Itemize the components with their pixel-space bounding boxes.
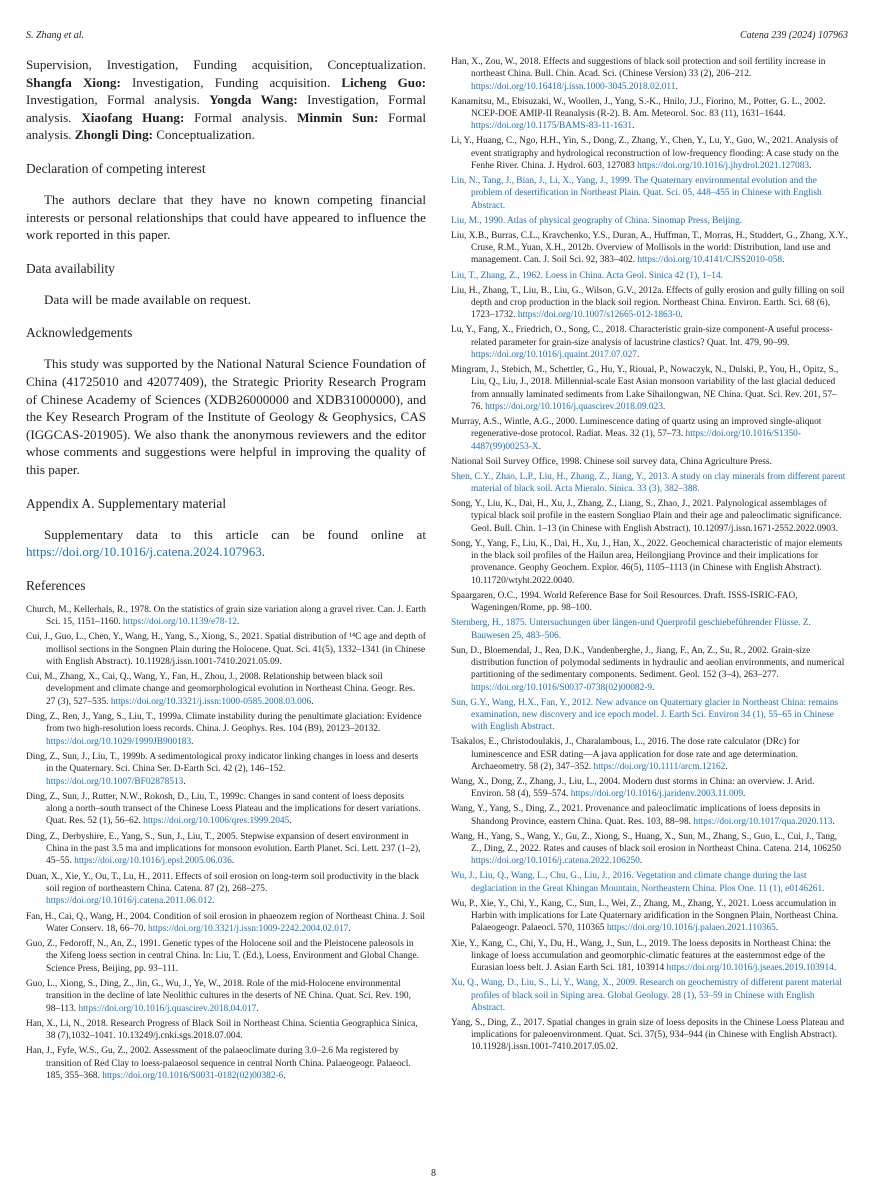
doi-link[interactable]: https://doi.org/10.3321/j.issn:1009-2242.2004.02.017 bbox=[148, 923, 349, 934]
reference-entry: Yang, S., Ding, Z., 2017. Spatial changes in grain size of loess deposits in the Chinese Loess Plateau and implications for paleoenvironment. Quat. Sci. 37(5), 934–944 (in Chinese with English Abstract). 10.11928/j.issn.1001-7410.2017.05.02. bbox=[451, 1017, 845, 1053]
header-authors: S. Zhang et al. bbox=[26, 30, 85, 41]
reference-entry: Xie, Y., Kang, C., Chi, Y., Du, H., Wang, J., Sun, L., 2019. The loess deposits in Northeast China: the linkage of loess accumulation and geomorphic-climatic features at the easternmost edge of the Eurasian loess belt. J. Asian Earth Sci. 181, 103914 https://doi.org/10.1016/j.jseaes.2019.103914. bbox=[451, 938, 837, 974]
reference-entry: National Soil Survey Office, 1998. Chinese soil survey data, China Agriculture Press. bbox=[451, 456, 772, 467]
page-number: 8 bbox=[431, 1168, 436, 1179]
doi-link[interactable]: https://doi.org/10.1139/e78-12 bbox=[122, 616, 237, 627]
reference-entry: Wang, H., Yang, S., Wang, Y., Gu, Z., Xiong, S., Huang, X., Sun, M., Zhang, S., Guo, L., Cui, J., Tang, Z., Ding, Z., 2022. Rates and causes of black soil erosion in Northeast China. Catena. 214, 106250 https://doi.org/10.1016/j.catena.2022.106250. bbox=[451, 831, 841, 867]
doi-link[interactable]: https://doi.org/10.1016/j.jaridenv.2003.11.009 bbox=[570, 789, 744, 800]
doi-link[interactable]: https://doi.org/10.1006/qres.1999.2045 bbox=[143, 816, 290, 827]
references-list-right bbox=[451, 56, 848, 1057]
doi-link[interactable]: https://doi.org/10.1007/BF02878513 bbox=[46, 776, 184, 787]
reference-entry: Lu, Y., Fang, X., Friedrich, O., Song, C., 2018. Characteristic grain-size component-A useful process-related parameter for grain-size analysis of lacustrine clastics? Quat. Int. 479, 90–99. https://doi.org/10.1016/j.quaint.2017.07.027. bbox=[451, 325, 833, 360]
doi-link[interactable]: https://doi.org/10.1175/BAMS-83-11-1631 bbox=[471, 121, 633, 132]
reference-entry: Ding, Z., Derbyshire, E., Yang, S., Sun, J., Liu, T., 2005. Stepwise expansion of desert environment in China in the past 3.5 ma and implications for monsoon evolution. Earth Planet. Sci. Lett. 237 (1–2), 45–55. https://doi.org/10.1016/j.epsl.2005.06.036. bbox=[26, 831, 421, 867]
doi-link[interactable]: https://doi.org/10.1016/S0037-0738(02)00082-9 bbox=[471, 682, 653, 693]
running-header bbox=[26, 30, 848, 44]
reference-entry: Murray, A.S., Wintle, A.G., 2000. Luminescence dating of quartz using an improved single-aliquot regenerative-dose protocol. Radiat. Meas. 32 (1), 57–73. https://doi.org/10.1016/S1350-4487(99)00253-X. bbox=[451, 416, 822, 452]
reference-entry: Guo, L., Xiong, S., Ding, Z., Jin, G., Wu, J., Ye, W., 2018. Role of the mid-Holocene environmental transition in the decline of late Neolithic cultures in the deserts of NE China. Quat. Sci. Rev. 190, 98–113. https://doi.org/10.1016/j.quascirev.2018.04.017. bbox=[26, 979, 411, 1014]
doi-link[interactable]: https://doi.org/10.1016/S0031-0182(02)00382-6 bbox=[102, 1071, 284, 1082]
doi-link[interactable]: https://doi.org/10.1016/j.catena.2011.06.012 bbox=[46, 896, 213, 907]
reference-entry: Sun, D., Bloemendal, J., Rea, D.K., Vandenberghe, J., Jiang, F., An, Z., Su, R., 2002. Grain-size distribution function of polymodal sediments in hydraulic and aeolian environments, and numerical partitioning of the sedimentary components. Sediment. Geol. 152 (3–4), 263–277. https://doi.org/10.1016/S0037-0738(02)00082-9. bbox=[451, 645, 845, 693]
supplementary-link[interactable]: https://doi.org/10.1016/j.catena.2024.107963 bbox=[26, 544, 262, 560]
appendix-text: Supplementary data to this article can be found online at https://doi.org/10.1016/j.catena.2024.107963. bbox=[26, 526, 426, 560]
doi-link[interactable]: https://doi.org/10.4141/CJSS2010-058 bbox=[637, 255, 783, 266]
reference-entry: Li, Y., Huang, C., Ngo, H.H., Yin, S., Dong, Z., Zhang, Y., Chen, Y., Lu, Y., Guo, W., 2021. Analysis of event stratigraphy and hydrological reconstruction of low-frequency flooding: A case study on the Fenhe River. China. J. Hydrol. 603, 127083 https://doi.org/10.1016/j.jhydrol.2021.127083. bbox=[451, 136, 839, 171]
reference-entry: Ding, Z., Ren, J., Yang, S., Liu, T., 1999a. Climate instability during the penultimate glaciation: Evidence from two high-resolution loess records. China. J. Geophys. Res. 104 (B9), 20123–20132. https://doi.org/10.1029/1999JB900183. bbox=[26, 712, 422, 747]
reference-entry: Cui, M., Zhang, X., Cai, Q., Wang, Y., Fan, H., Zhou, J., 2008. Relationship between black soil development and climate change and geomorphological evolution in Northeast China. Geogr. Res. 27 (3), 527–535. https://doi.org/10.3321/j.issn:1000-0585.2008.03.006. bbox=[26, 672, 416, 707]
references-list-left bbox=[26, 604, 426, 1083]
reference-entry: Liu, X.B., Burras, C.L., Kravchenko, Y.S., Duran, A., Huffman, T., Morras, H., Studdert, G., Zhang, X.Y., Cruse, R.M., Yuan, X.H., 2012b. Overview of Mollisols in the world: Distribution, land use and management. Can. J. Soil Sci. 92, 383–402. https://doi.org/10.4141/CJSS2010-058. bbox=[451, 230, 848, 266]
reference-entry[interactable]: Sternberg, H., 1875. Untersuchungen über längen-und Querprofil geschiebeführender Flüsse. Z. Bauwesen 25, 483–506. bbox=[451, 618, 811, 641]
doi-link[interactable]: https://doi.org/10.1016/S1350-4487(99)00253-X bbox=[471, 429, 801, 452]
doi-link[interactable]: https://doi.org/10.1016/j.jseaes.2019.103914 bbox=[666, 963, 834, 974]
doi-link[interactable]: https://doi.org/10.1111/arcm.12162 bbox=[593, 761, 726, 772]
doi-link[interactable]: https://doi.org/10.1016/j.quascirev.2018.09.023 bbox=[485, 401, 663, 412]
reference-entry: Song, Y., Liu, K., Dai, H., Xu, J., Zhang, Z., Liang, S., Zhao, J., 2021. Palynological assemblages of typical black soil profile in the eastern Songliao Plain and their age and paleoclimatic significance. Geol. Bull. Chin. 1–13 (in Chinese with English Abstract). 10.12097/j.issn.1671-2552.2022.0903. bbox=[451, 499, 842, 534]
doi-link[interactable]: https://doi.org/10.1029/1999JB900183 bbox=[46, 736, 192, 747]
reference-entry: Han, X., Li, N., 2018. Research Progress of Black Soil in Northeast China. Scientia Geographica Sinica, 38 (7),1032–1041. 10.13249/j.cnki.sgs.2018.07.004. bbox=[26, 1018, 418, 1042]
reference-entry: Spaargaren, O.C., 1994. World Reference Base for Soil Resources. Draft. ISSS-ISRIC-FAO, Wageningen/Rome, pp. 98–100. bbox=[451, 590, 798, 614]
reference-entry: Mingram, J., Stebich, M., Schettler, G., Hu, Y., Rioual, P., Nowaczyk, N., Dulski, P., You, H., Opitz, S., Liu, Q., Liu, J., 2018. Millennial-scale East Asian monsoon variability of the last glacial deduced from annually laminated sediments from Lake Sihailongwan, NE China. Quat. Sci. Rev. 201, 57–76. https://doi.org/10.1016/j.quascirev.2018.09.023. bbox=[451, 365, 839, 412]
doi-link[interactable]: https://doi.org/10.16418/j.issn.1000-3045.2018.02.011 bbox=[471, 81, 676, 92]
reference-entry[interactable]: Liu, M., 1990. Atlas of physical geography of China. Sinomap Press, Beijing. bbox=[451, 215, 743, 226]
competing-text: The authors declare that they have no known competing financial interests or personal relationships that could have appeared to influence the work reported in this paper. bbox=[26, 191, 426, 243]
data-availability-text: Data will be made available on request. bbox=[44, 291, 251, 307]
doi-link[interactable]: https://doi.org/10.1017/qua.2020.113 bbox=[693, 816, 833, 827]
reference-entry: Ding, Z., Sun, J., Rutter, N.W., Rokosh, D., Liu, T., 1999c. Changes in sand content of loess deposits along a north–south transect of the Chinese Loess Plateau and the implications for desert variations. Quat. Res. 52 (1), 56–62. https://doi.org/10.1006/qres.1999.2045. bbox=[26, 791, 421, 827]
reference-entry: Song, Y., Yang, F., Liu, K., Dai, H., Xu, J., Han, X., 2022. Geochemical characteristic of major elements in the black soil profiles of the Hailun area, Heilongjiang Province and their implications for provenance. Geophy Geochem. Explor. 46(5), 1105–1113 (in Chinese with English Abstract). 10.11720/wtyht.2022.0040. bbox=[451, 538, 843, 586]
reference-entry: Wu, P., Xie, Y., Chi, Y., Kang, C., Sun, L., Wei, Z., Zhang, M., Zhang, Y., 2021. Loess accumulation in Harbin with implications for Late Quaternary aridification in the Songnen Plain, Northeast China. Palaeogeogr. Palaeocl. 570, 110365 https://doi.org/10.1016/j.palaeo.2021.110365. bbox=[451, 898, 839, 934]
reference-entry: Ding, Z., Sun, J., Liu, T., 1999b. A sedimentological proxy indicator linking changes in loess and deserts in the Quaternary. Sci. China Ser. D-Earth Sci. 42 (2), 146–152. https://doi.org/10.1007/BF02878513. bbox=[26, 751, 419, 787]
left-column bbox=[26, 56, 426, 1085]
doi-link[interactable]: https://doi.org/10.1016/j.quascirev.2018.04.017 bbox=[78, 1003, 257, 1014]
appendix-heading: Appendix A. Supplementary material bbox=[26, 495, 227, 511]
reference-entry: Guo, Z., Fedoroff, N., An, Z., 1991. Genetic types of the Holocene soil and the Pleistocene paleosols in the Xifeng loess section in central China. In: Liu, T. (Ed.), Loess, Environment and Global Change. Science Press, Beijing, pp. 93–111. bbox=[26, 939, 420, 974]
doi-link[interactable]: https://doi.org/10.1016/j.quaint.2017.07.027 bbox=[471, 349, 637, 360]
references-heading: References bbox=[26, 577, 86, 593]
reference-entry[interactable]: Lin, N., Tang, J., Bian, J., Li, X., Yang, J., 1999. The Quaternary environmental evolution and the problem of desertification in Northeast Plain. Quat. Sci. 05, 448–455 in Chinese with English Abstract. bbox=[451, 176, 822, 211]
reference-entry[interactable]: Sun, G.Y., Wang, H.X., Fan, Y., 2012. New advance on Quaternary glacier in Northeast China: remains examination, new discovery and ice epoch model. J. Earth Sci. Environ 34 (1), 55–65 in Chinese with English Abstract. bbox=[451, 697, 839, 733]
reference-entry: Tsakalos, E., Christodoulakis, J., Charalambous, L., 2016. The dose rate calculator (DRc) for luminescence and ESR dating—A java application for dose rate and age determination. Archaeometry. 58 (2), 347–352. https://doi.org/10.1111/arcm.12162. bbox=[451, 737, 800, 772]
doi-link[interactable]: https://doi.org/10.1016/j.epsl.2005.06.036 bbox=[74, 856, 232, 867]
reference-entry: Han, J., Fyfe, W.S., Gu, Z., 2002. Assessment of the palaeoclimate during 3.0–2.6 Ma registered by transition of Red Clay to loess-palaeosol sequence in central North China. Palaeogeogr. Palaeocl. 185, 355–368. https://doi.org/10.1016/S0031-0182(02)00382-6. bbox=[26, 1046, 411, 1082]
doi-link[interactable]: https://doi.org/10.1007/s12665-012-1863-0 bbox=[517, 310, 681, 321]
doi-link[interactable]: https://doi.org/10.1016/j.palaeo.2021.110365 bbox=[606, 923, 776, 934]
data-availability-heading: Data availability bbox=[26, 260, 115, 276]
doi-link[interactable]: https://doi.org/10.3321/j.issn:1000-0585.2008.03.006 bbox=[110, 696, 312, 707]
acknowledgements-text: This study was supported by the National Natural Science Foundation of China (41725010 and 42077409), the Strategic Priority Research Program of Chinese Academy of Sciences (XDB26000000 and XDB31000000), and the Key Research Program of the Institute of Geology & Geophysics, CAS (IGGCAS-201905). We also thank the anonymous reviewers and the editor whose comments and suggestions were helpful in improving the quality of this paper. bbox=[26, 356, 426, 477]
reference-entry: Wang, X., Dong, Z., Zhang, J., Liu, L., 2004. Modern dust storms in China: an overview. J. Arid. Environ. 58 (4), 559–574. https://doi.org/10.1016/j.jaridenv.2003.11.009. bbox=[451, 776, 815, 800]
reference-entry: Han, X., Zou, W., 2018. Effects and suggestions of black soil protection and soil fertility increase in northeast China. Bull. Chin. Acad. Sci. (Chinese Version) 33 (2), 206–212. https://doi.org/10.16418/j.issn.1000-3045.2018.02.011. bbox=[451, 57, 826, 92]
credit-statement: Supervision, Investigation, Funding acquisition, Conceptualization. Shangfa Xiong: Investigation, Funding acquisition. Licheng Guo: Investigation, Formal analysis. Yongda Wang: Investigation, Formal analysis. Xiaofang Huang: Formal analysis. Minmin Sun: Formal analysis. Zhongli Ding: Conceptualization. bbox=[26, 57, 427, 143]
reference-entry[interactable]: Wu, J., Liu, Q., Wang, L., Chu, G., Liu, J., 2016. Vegetation and climate change during the last deglaciation in the Great Khingan Mountain, Northeastern China. Plos One. 11 (1), e0146261. bbox=[451, 871, 825, 894]
reference-entry: Duan, X., Xie, Y., Ou, T., Lu, H., 2011. Effects of soil erosion on long-term soil productivity in the black soil region of northeastern China. Catena. 87 (2), 268–275. https://doi.org/10.1016/j.catena.2011.06.012. bbox=[26, 871, 419, 907]
header-journal: Catena 239 (2024) 107963 bbox=[739, 30, 848, 41]
reference-entry[interactable]: Xu, Q., Wang, D., Liu, S., Li, Y., Wang, X., 2009. Research on geochemistry of different parent material profiles of black soil in Siping area. Global Geology. 28 (1), 53–59 in Chinese with English Abstract. bbox=[451, 978, 842, 1013]
doi-link[interactable]: https://doi.org/10.1016/j.catena.2022.106250 bbox=[471, 856, 640, 867]
reference-entry[interactable]: Liu, T., Zhang, Z., 1962. Loess in China. Acta Geol. Sinica 42 (1), 1–14. bbox=[451, 270, 724, 281]
reference-entry: Liu, H., Zhang, T., Liu, B., Liu, G., Wilson, G.V., 2012a. Effects of gully erosion and gully filling on soil depth and crop production in the black soil region. Northeast China. Environ. Earth. Sci. 68 (6), 1723–1732. https://doi.org/10.1007/s12665-012-1863-0. bbox=[451, 285, 845, 321]
reference-entry: Wang, Y., Yang, S., Ding, Z., 2021. Provenance and paleoclimatic implications of loess deposits in Shandong Province, eastern China. Quat. Res. 103, 88–98. https://doi.org/10.1017/qua.2020.113. bbox=[451, 804, 835, 827]
reference-entry[interactable]: Shen, C.Y., Zhao, L.P., Liu, H., Zhang, Z., Jiang, Y., 2013. A study on clay minerals from different parent material of black soil. Acta Mieralo. Sinica. 33 (3), 382–388. bbox=[451, 471, 846, 495]
reference-entry: Kanamitsu, M., Ebisuzaki, W., Woollen, J., Yang, S.-K., Hnilo, J.J., Fiorino, M., Potter, G. L., 2002. NCEP-DOE AMIP-II Reanalysis (R-2). B. Am. Meteorol. Soc. 83 (11), 1631–1644. https://doi.org/10.1175/BAMS-83-11-1631. bbox=[451, 96, 826, 132]
acknowledgements-heading: Acknowledgements bbox=[26, 325, 133, 341]
competing-heading: Declaration of competing interest bbox=[26, 160, 206, 176]
reference-entry: Cui, J., Guo, L., Chen, Y., Wang, H., Yang, S., Xiong, S., 2021. Spatial distribution of ¹⁴C age and depth of mollisol sections in the Songnen Plain during the Holocene. Quat. Sci. 41(5), 1332–1341 (in Chinese with English Abstract). 10.11928/j.issn.1001-7410.2021.05.09. bbox=[26, 632, 426, 667]
reference-entry: Fan, H., Cai, Q., Wang, H., 2004. Condition of soil erosion in phaeozem region of Northeast China. J. Soil Water Conserv. 18, 66–70. https://doi.org/10.3321/j.issn:1009-2242.2004.02.017. bbox=[26, 911, 426, 934]
reference-entry: Church, M., Kellerhals, R., 1978. On the statistics of grain size variation along a gravel river. Can. J. Earth Sci. 15, 1151–1160. https://doi.org/10.1139/e78-12. bbox=[26, 604, 426, 627]
doi-link[interactable]: https://doi.org/10.1016/j.jhydrol.2021.127083 bbox=[637, 160, 810, 171]
